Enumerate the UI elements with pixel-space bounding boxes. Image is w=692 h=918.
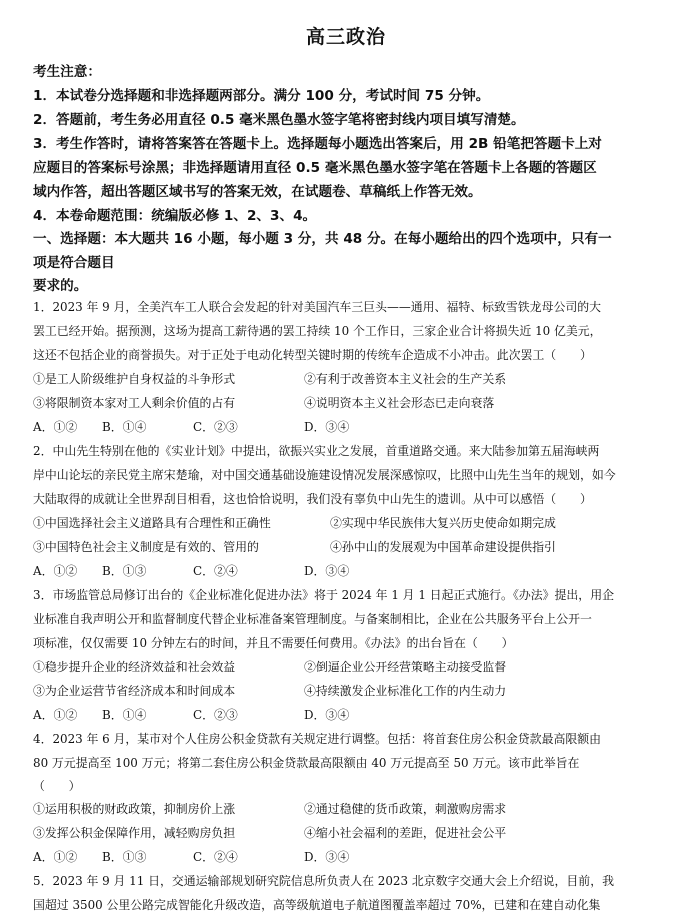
- section-heading: 项是符合题目: [33, 255, 115, 271]
- question-stem: 4．2023 年 6 月，某市对个人住房公积金贷款有关规定进行调整。包括：将首套住房公积金贷款最高限额由: [33, 732, 602, 746]
- choice-c: C．②④: [193, 850, 238, 864]
- notice-line: 3．考生作答时，请将答案答在答题卡上。选择题每小题选出答案后，用 2B 铅笔把答题卡上对: [33, 136, 602, 152]
- choice-d: D．③④: [304, 420, 350, 434]
- question-stem: 5．2023 年 9 月 11 日，交通运输部规划研究院信息所负责人在 2023 北京数字交通大会上介绍说，目前，我: [33, 874, 614, 888]
- question-stem: 大陆取得的成就让全世界刮目相看，这也恰恰说明，我们没有辜负中山先生的遗训。从中可以感悟（ ）: [33, 492, 592, 506]
- page-title: 高三政治: [305, 26, 386, 48]
- option-item: ④孙中山的发展观为中国革命建设提供指引: [330, 540, 556, 554]
- question-stem: 罢工已经开始。据预测，这场为提高工薪待遇的罢工持续 10 个工作日，三家企业合计将损失近 10 亿美元，: [33, 324, 602, 338]
- choice-b: B．①④: [102, 708, 147, 722]
- option-item: ③将限制资本家对工人剩余价值的占有: [33, 396, 236, 410]
- question-stem: 80 万元提高至 100 万元；将第二套住房公积金贷款最高限额由 40 万元提高至 50 万元。该市此举旨在: [33, 756, 580, 770]
- option-item: ①中国选择社会主义道路具有合理性和正确性: [33, 516, 271, 530]
- question-stem: （ ）: [33, 779, 81, 793]
- question-stem: 项标准，仅仅需要 10 分钟左右的时间，并且不需要任何费用。《办法》的出台旨在（ ）: [33, 636, 514, 650]
- choice-d: D．③④: [304, 708, 350, 722]
- option-item: ④缩小社会福利的差距，促进社会公平: [304, 826, 507, 840]
- choice-c: C．②③: [193, 420, 238, 434]
- option-item: ③为企业运营节省经济成本和时间成本: [33, 684, 236, 698]
- notice-line: 应题目的答案标号涂黑；非选择题请用直径 0.5 毫米黑色墨水签字笔在答题卡上各题的答题区: [33, 160, 597, 176]
- notice-line: 2．答题前，考生务必用直径 0.5 毫米黑色墨水签字笔将密封线内项目填写清楚。: [33, 112, 525, 128]
- notice-line: 域内作答，超出答题区域书写的答案无效，在试题卷、草稿纸上作答无效。: [33, 184, 482, 200]
- question-stem: 国超过 3500 公里公路完成智能化升级改造，高等级航道电子航道图覆盖率超过 70%，已建和在建自动化集: [33, 898, 601, 912]
- notice-line: 4．本卷命题范围：统编版必修 1、2、3、4。: [33, 208, 317, 224]
- question-stem: 2．中山先生特别在他的《实业计划》中提出，欲振兴实业之发展，首重道路交通。来大陆参加第五届海峡两: [33, 444, 600, 458]
- option-item: ②通过稳健的货币政策，刺激购房需求: [304, 802, 507, 816]
- question-stem: 业标准自我声明公开和监督制度代替企业标准备案管理制度。与备案制相比，企业在公共服务平台上公开一: [33, 612, 592, 626]
- choice-b: B．①④: [102, 420, 147, 434]
- choice-a: A．①②: [33, 708, 78, 722]
- choice-b: B．①③: [102, 564, 147, 578]
- option-item: ③中国特色社会主义制度是有效的、管用的: [33, 540, 259, 554]
- choice-b: B．①③: [102, 850, 147, 864]
- choice-a: A．①②: [33, 564, 78, 578]
- option-item: ②倒逼企业公开经营策略主动接受监督: [304, 660, 507, 674]
- choice-a: A．①②: [33, 420, 78, 434]
- choice-c: C．②④: [193, 564, 238, 578]
- notice-heading: 考生注意：: [33, 64, 101, 80]
- question-stem: 这还不包括企业的商誉损失。对于正处于电动化转型关键时期的传统车企造成不小冲击。此次罢工（ ）: [33, 348, 592, 362]
- option-item: ③发挥公积金保障作用，减轻购房负担: [33, 826, 236, 840]
- choice-a: A．①②: [33, 850, 78, 864]
- choice-c: C．②③: [193, 708, 238, 722]
- option-item: ②实现中华民族伟大复兴历史使命如期完成: [330, 516, 556, 530]
- choice-d: D．③④: [304, 564, 350, 578]
- option-item: ①是工人阶级维护自身权益的斗争形式: [33, 372, 236, 386]
- option-item: ①稳步提升企业的经济效益和社会效益: [33, 660, 236, 674]
- option-item: ②有利于改善资本主义社会的生产关系: [304, 372, 507, 386]
- option-item: ①运用积极的财政政策，抑制房价上涨: [33, 802, 236, 816]
- notice-line: 1．本试卷分选择题和非选择题两部分。满分 100 分，考试时间 75 分钟。: [33, 88, 490, 104]
- question-stem: 3．市场监管总局修订出台的《企业标准化促进办法》将于 2024 年 1 月 1 日起正式施行。《办法》提出，用企: [33, 588, 614, 602]
- option-item: ④说明资本主义社会形态已走向衰落: [304, 396, 495, 410]
- question-stem: 岸中山论坛的亲民党主席宋楚瑜，对中国交通基础设施建设情况发展深感惊叹，比照中山先生当年的规划，如今: [33, 468, 616, 482]
- option-item: ④持续激发企业标准化工作的内生动力: [304, 684, 507, 698]
- section-heading: 要求的。: [33, 278, 88, 294]
- question-stem: 1．2023 年 9 月，全美汽车工人联合会发起的针对美国汽车三巨头——通用、福特、标致雪铁龙母公司的大: [33, 300, 602, 314]
- section-heading: 一、选择题：本大题共 16 小题，每小题 3 分，共 48 分。在每小题给出的四个选项中，只有一: [33, 231, 612, 247]
- choice-d: D．③④: [304, 850, 350, 864]
